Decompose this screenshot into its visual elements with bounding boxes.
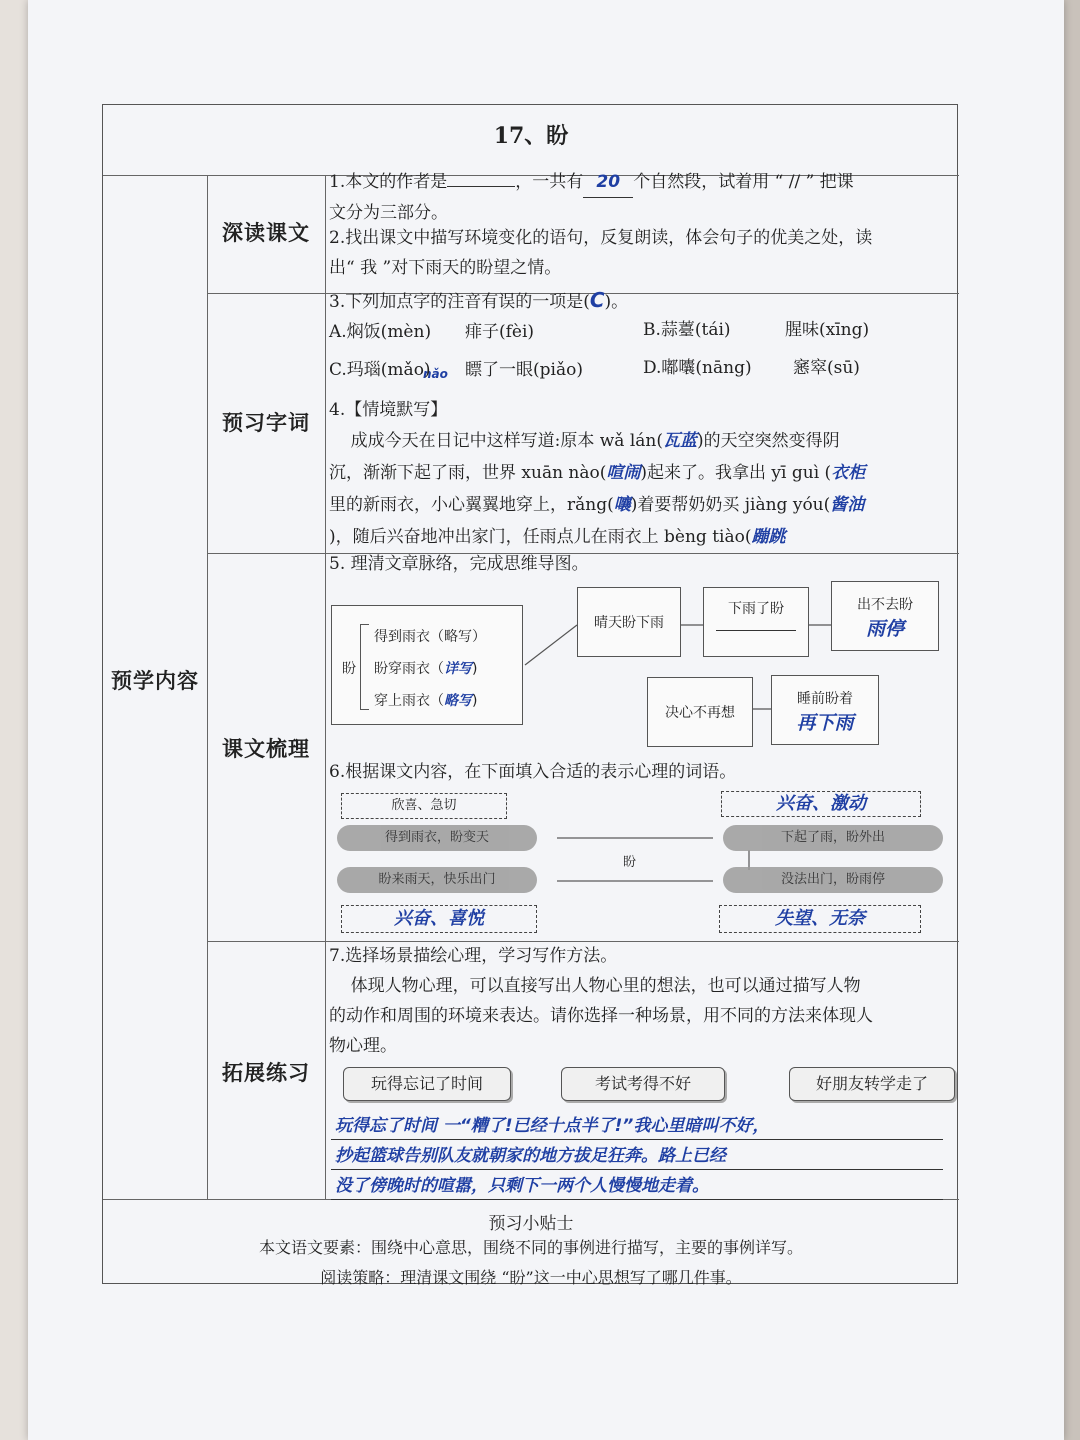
emotion-box-bottom-right: 失望、无奈 <box>719 905 921 933</box>
option-d1: D.嘟囔(nāng) <box>643 358 752 378</box>
question-4-heading: 4.【情境默写】 <box>329 400 448 420</box>
worksheet-table <box>102 104 958 1287</box>
scene-strip-4: 没法出门，盼雨停 <box>723 867 943 893</box>
mindmap-branch-2: 盼穿雨衣（详写) <box>374 661 478 677</box>
mindmap-branch-1: 得到雨衣（略写） <box>374 629 486 645</box>
question-6: 6.根据课文内容，在下面填入合适的表示心理的词语。 <box>329 762 737 782</box>
handwritten-answer: 玩得忘了时间 一“糟了!已经十点半了!”我心里暗叫不好， 抄起篮球告别队友就朝家的地方拔足狂奔。路上已经 没了傍晚时的喧嚣，只剩下一两个人慢慢地走着。 <box>335 1116 770 1196</box>
answer-xuannao: 喧闹 <box>606 463 641 483</box>
scene-option-3[interactable]: 好朋友转学走了 <box>789 1067 955 1101</box>
question-3: 3.下列加点字的注音有误的一项是(C)。 <box>329 288 629 312</box>
question-1: 1.本文的作者是 ，一共有 20 个自然段，试着用 “ // ” 把课 文分为三部分。 <box>329 167 957 228</box>
option-a2: 痱子(fèi) <box>465 322 535 342</box>
row-label-preview-words: 预习字词 <box>222 410 310 435</box>
answer-yigui: 衣柜 <box>831 463 866 483</box>
question-5: 5. 理清文章脉络，完成思维导图。 <box>329 554 589 574</box>
row-label-deep-reading: 深读课文 <box>222 220 310 245</box>
scene-option-2[interactable]: 考试考得不好 <box>561 1067 725 1101</box>
answer-rang: 嚷 <box>613 495 631 515</box>
emotion-box-bottom-left: 兴奋、喜悦 <box>341 905 537 933</box>
emotion-box-top-left: 欣喜、急切 <box>341 793 507 819</box>
scene-option-1[interactable]: 玩得忘记了时间 <box>343 1067 511 1101</box>
option-d2: 窸窣(sū) <box>793 358 860 378</box>
emotion-box-top-right: 兴奋、激动 <box>721 791 921 817</box>
mindmap-node-1: 晴天盼下雨 <box>577 587 681 657</box>
row-label-extension: 拓展练习 <box>222 1060 310 1085</box>
mindmap-node-3: 出不去盼 雨停 <box>831 581 939 651</box>
answer-jiangyou: 酱油 <box>830 495 865 515</box>
option-c1: C.玛瑙(mǎo) <box>329 360 431 380</box>
scene-strip-1: 得到雨衣，盼变天 <box>337 825 537 851</box>
scene-strip-2: 下起了雨，盼外出 <box>723 825 943 851</box>
section-label: 预学内容 <box>111 668 199 693</box>
question-2: 2.找出课文中描写环境变化的语句，反复朗读，体会句子的优美之处，读 出“ 我 ”对下雨天的盼望之情。 <box>329 228 873 278</box>
option-b1: B.蒜薹(tái) <box>643 320 731 340</box>
mindmap-node-4: 睡前盼着 再下雨 <box>771 675 879 745</box>
tips-title: 预习小贴士 <box>488 1214 574 1234</box>
question-4-passage: 成成今天在日记中这样写道:原本 wǎ lán(瓦蓝)的天空突然变得阴 沉，渐渐下起了雨，世界 xuān nào(喧闹)起来了。我拿出 yī guì (衣柜 里的新雨衣，小心翼翼地穿上，rǎng(嚷)着要帮奶奶买 jiàng yóu(酱油 )，随后兴奋地冲出家门，任雨点儿在雨衣上 bèng tiào(蹦跳 <box>329 431 866 547</box>
answer-q3: C <box>589 288 605 312</box>
option-c2: 瞟了一眼(piǎo) <box>465 360 583 380</box>
answer-bengtiao: 蹦跳 <box>751 527 786 547</box>
question-7-body: 体现人物心理，可以直接写出人物心里的想法，也可以通过描写人物 的动作和周围的环境来表达。请你选择一种场景，用不同的方法来体现人 物心理。 <box>329 976 873 1056</box>
tips-line-2: 阅读策略：理清课文围绕 “盼”这一中心思想写了哪几件事。 <box>320 1268 742 1287</box>
option-a1: A.焖饭(mèn) <box>329 322 432 342</box>
scene-strip-3: 盼来雨天，快乐出门 <box>337 867 537 893</box>
mindmap-branch-3: 穿上雨衣（略写) <box>374 693 478 709</box>
tips-line-1: 本文语文要素：围绕中心意思，围绕不同的事例进行描写，主要的事例详写。 <box>258 1238 803 1257</box>
mindmap-node-5: 决心不再想 <box>647 677 753 747</box>
emotion-center: 盼 <box>623 855 637 870</box>
answer-paragraph-count: 20 <box>583 167 633 198</box>
correction-nao: nǎo <box>423 367 448 381</box>
mindmap-root: 盼 <box>342 661 356 677</box>
option-b2: 腥味(xīng) <box>785 320 870 340</box>
row-label-text-sorting: 课文梳理 <box>222 736 310 761</box>
answer-walan: 瓦蓝 <box>663 431 697 451</box>
mindmap-node-2: 下雨了盼 <box>703 587 809 657</box>
question-7: 7.选择场景描绘心理，学习写作方法。 <box>329 946 618 966</box>
page-title: 17、盼 <box>493 123 569 149</box>
